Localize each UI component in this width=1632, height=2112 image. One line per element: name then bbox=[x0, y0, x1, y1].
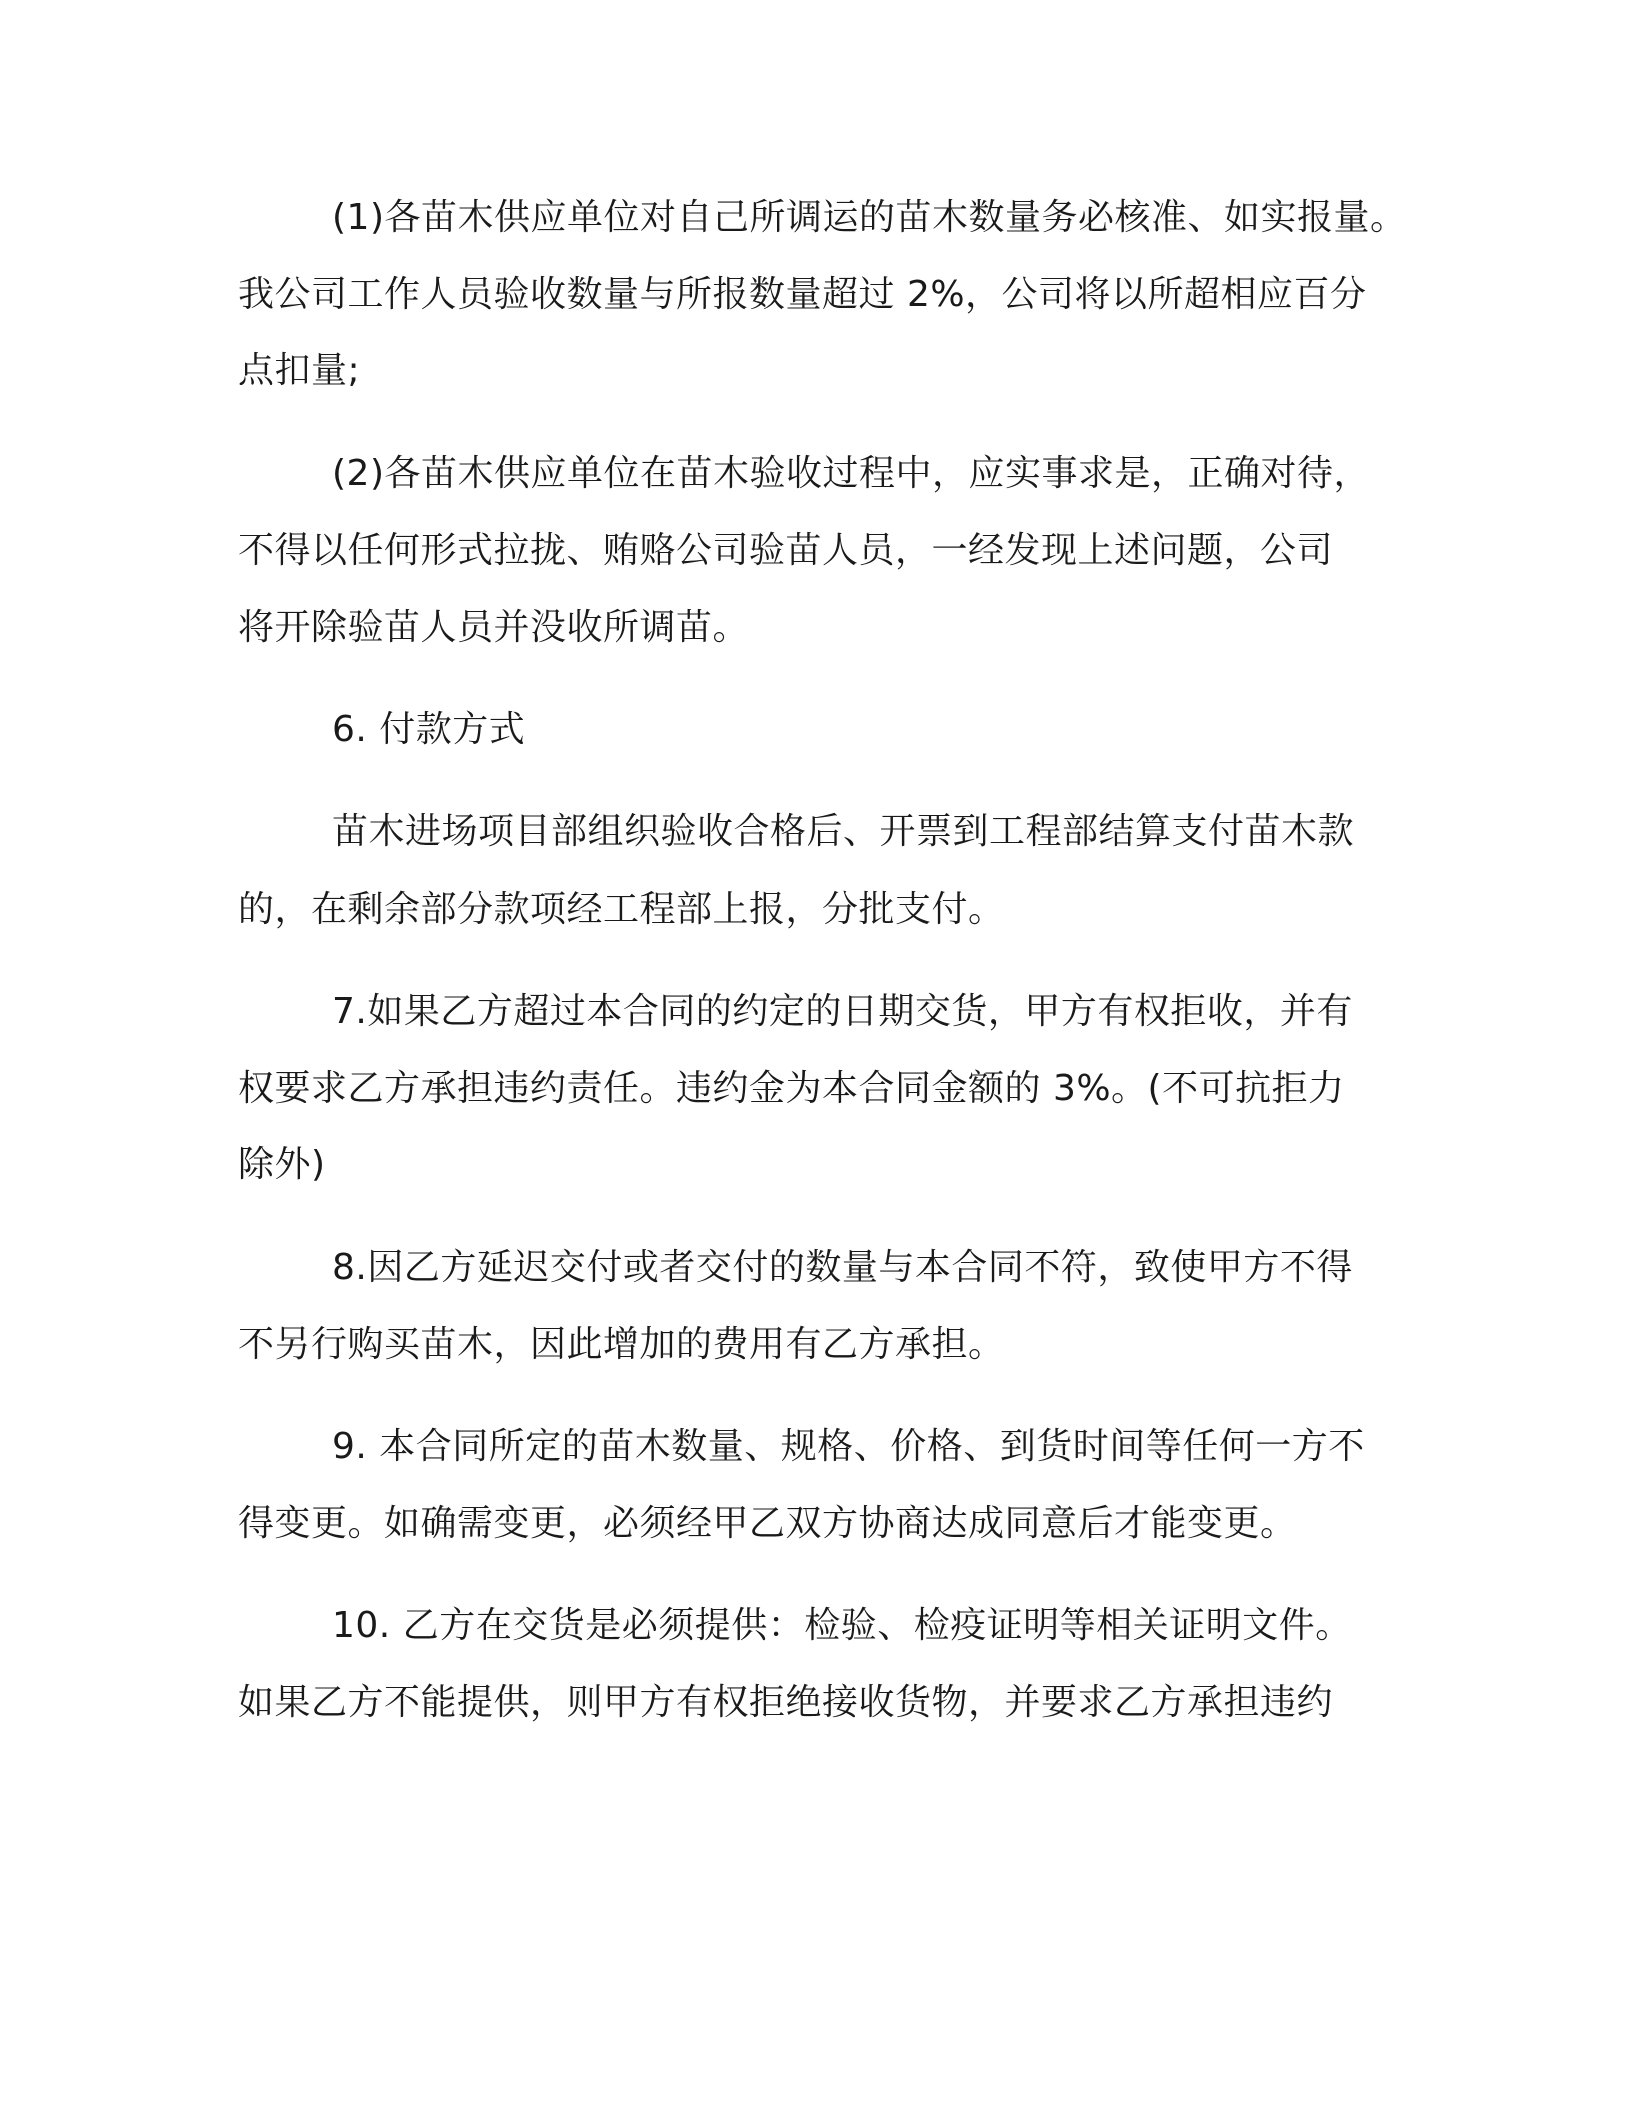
text-line: 苗木进场项目部组织验收合格后、开票到工程部结算支付苗木款 bbox=[332, 811, 1355, 852]
text-line: 7.如果乙方超过本合同的约定的日期交货，甲方有权拒收，并有 bbox=[332, 991, 1353, 1032]
text-line: 的，在剩余部分款项经工程部上报，分批支付。 bbox=[238, 889, 1005, 930]
text-line: (1)各苗木供应单位对自己所调运的苗木数量务必核准、如实报量。 bbox=[332, 197, 1407, 238]
text-line: 得变更。如确需变更，必须经甲乙双方协商达成同意后才能变更。 bbox=[238, 1503, 1297, 1544]
section-heading: 6. 付款方式 bbox=[332, 709, 526, 750]
text-line: 权要求乙方承担违约责任。违约金为本合同金额的 3%。(不可抗拒力 bbox=[238, 1068, 1345, 1109]
text-line: 8.因乙方延迟交付或者交付的数量与本合同不符，致使甲方不得 bbox=[332, 1247, 1353, 1288]
text-line: 将开除验苗人员并没收所调苗。 bbox=[238, 607, 750, 648]
text-line: 10. 乙方在交货是必须提供：检验、检疫证明等相关证明文件。 bbox=[332, 1605, 1352, 1646]
text-line: 除外) bbox=[238, 1144, 326, 1185]
text-line: 9. 本合同所定的苗木数量、规格、价格、到货时间等任何一方不 bbox=[332, 1426, 1365, 1467]
text-line: (2)各苗木供应单位在苗木验收过程中，应实事求是，正确对待， bbox=[332, 453, 1370, 494]
text-line: 如果乙方不能提供，则甲方有权拒绝接收货物，并要求乙方承担违约 bbox=[238, 1682, 1334, 1723]
text-line: 不得以任何形式拉拢、贿赂公司验苗人员，一经发现上述问题，公司 bbox=[238, 530, 1334, 571]
text-line: 点扣量; bbox=[238, 350, 361, 391]
text-line: 不另行购买苗木，因此增加的费用有乙方承担。 bbox=[238, 1324, 1005, 1365]
text-line: 我公司工作人员验收数量与所报数量超过 2%，公司将以所超相应百分 bbox=[238, 274, 1367, 315]
